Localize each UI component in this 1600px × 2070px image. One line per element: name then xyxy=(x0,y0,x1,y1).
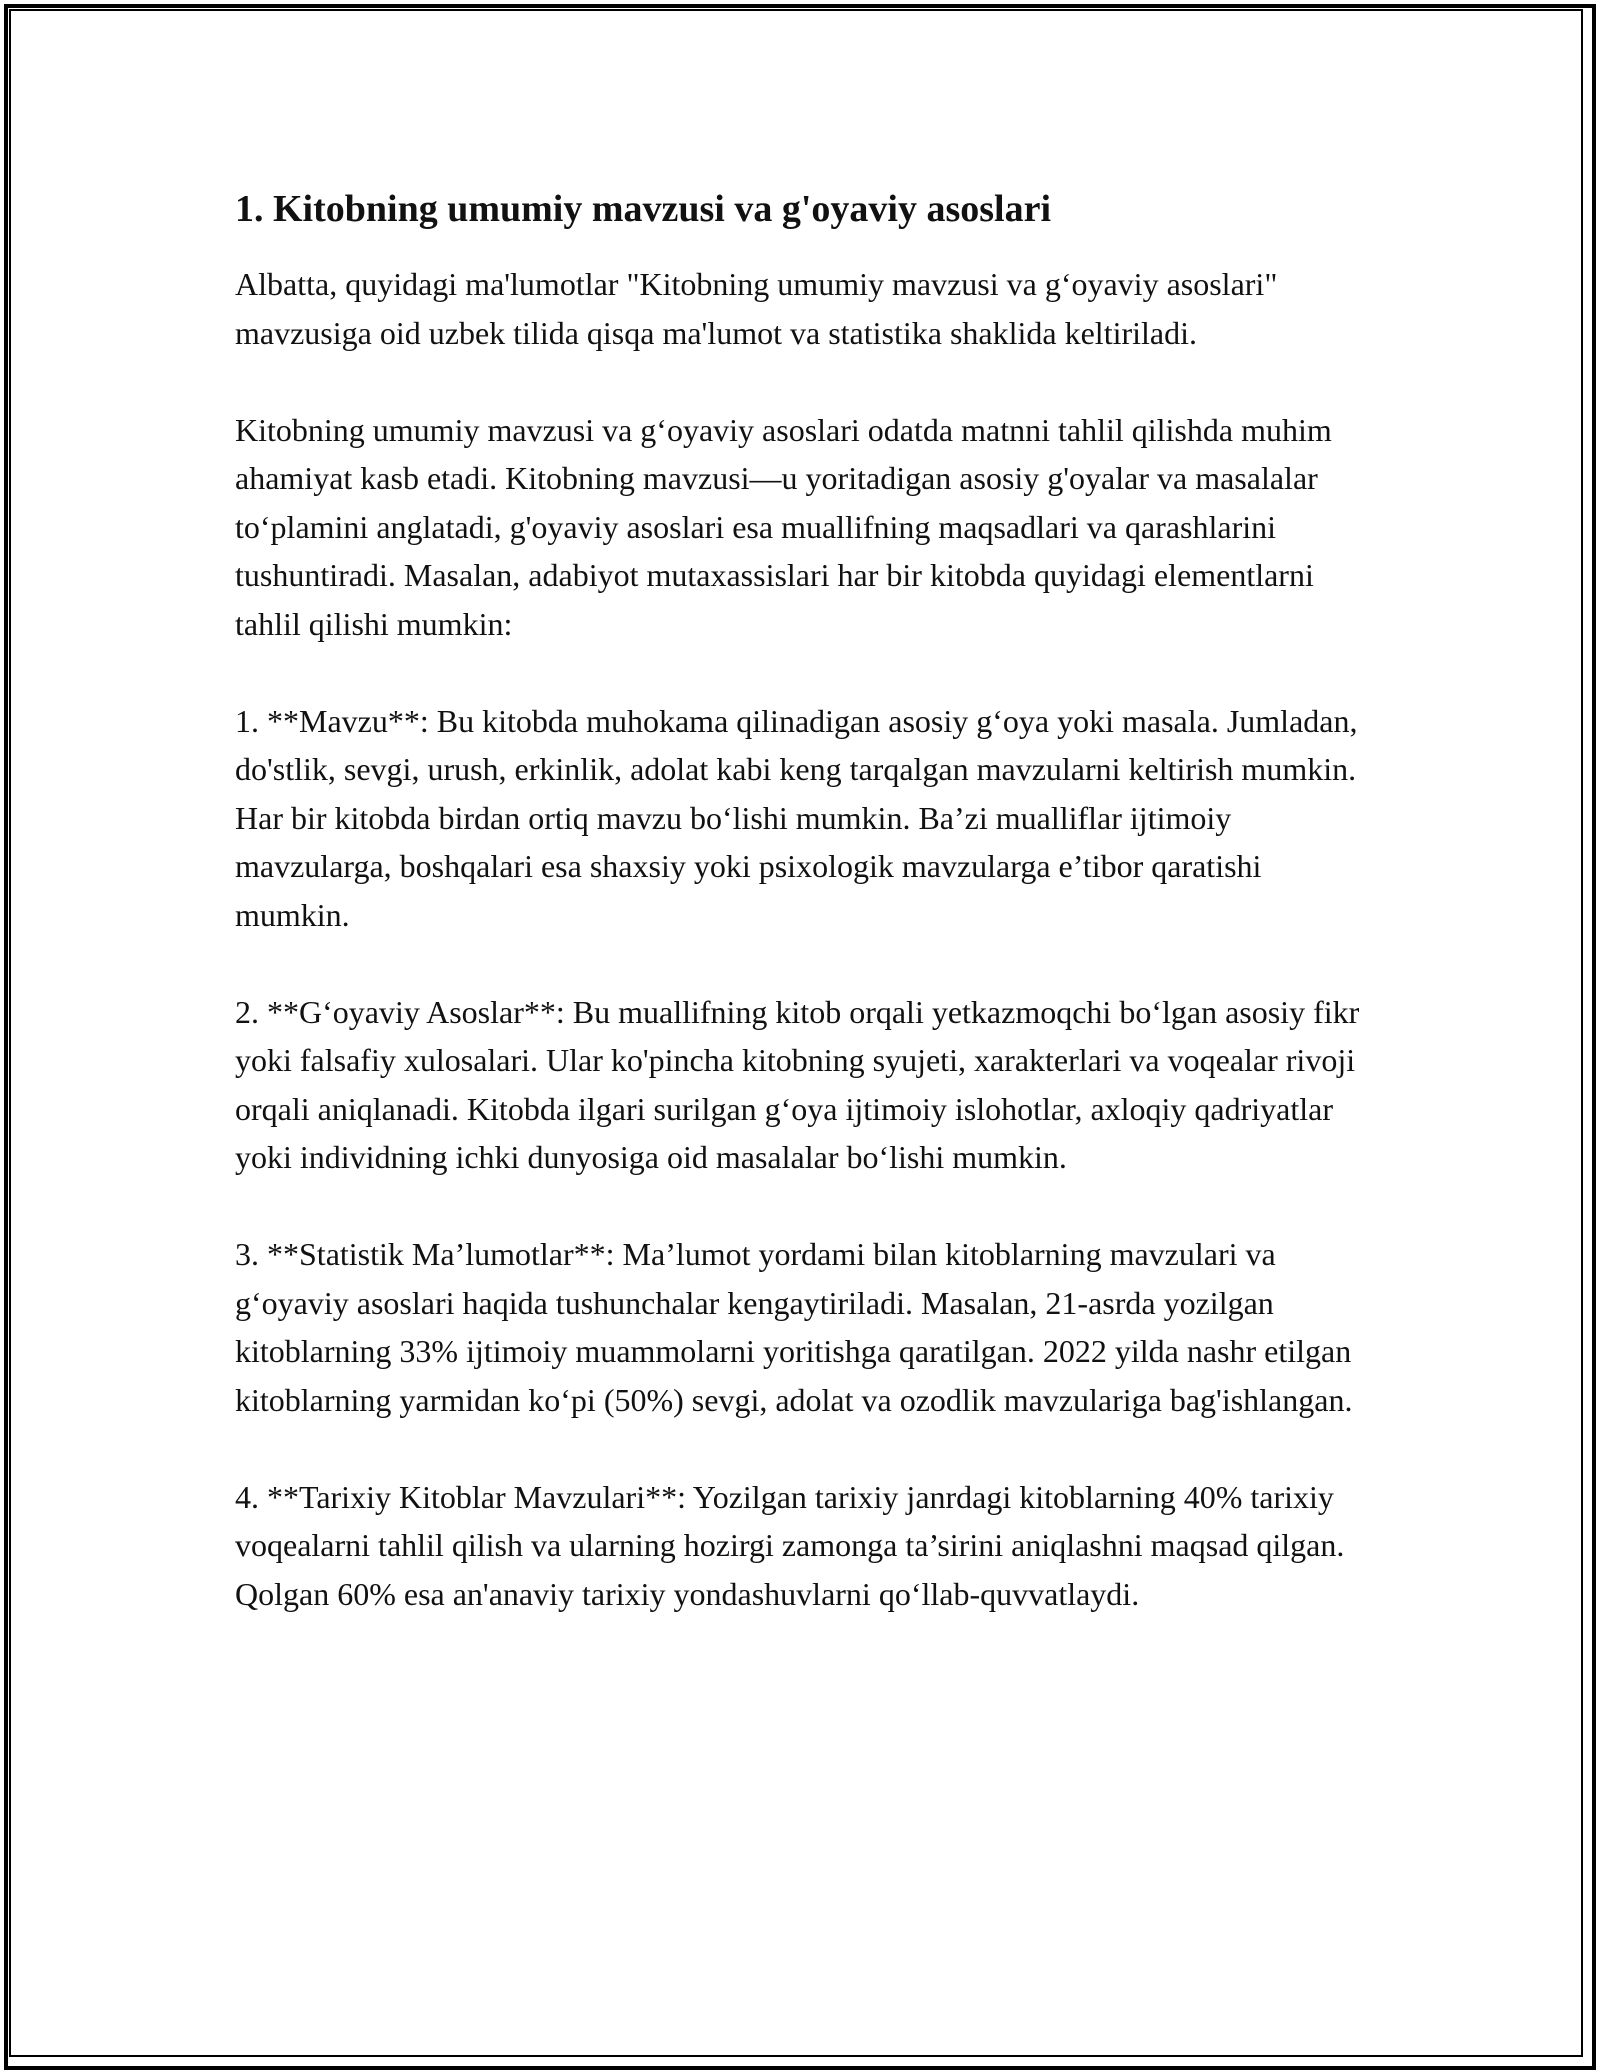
paragraph-item-mavzu: 1. **Mavzu**: Bu kitobda muhokama qilinadigan asosiy g‘oya yoki masala. Jumladan, do'stlik, sevgi, urush, erkinlik, adolat kabi keng tarqalgan mavzularni keltirish mumkin. Har bir kitobda birdan ortiq mavzu bo‘lishi mumkin. Ba’zi mualliflar ijtimoiy mavzularga, boshqalari esa shaxsiy yoki psixologik mavzularga e’tibor qaratishi mumkin. xyxy=(235,702,1358,933)
paragraph-item-statistik-malumotlar: 3. **Statistik Ma’lumotlar**: Ma’lumot yordami bilan kitoblarning mavzulari va g‘oyaviy asoslari haqida tushunchalar kengaytiriladi. Masalan, 21-asrda yozilgan kitoblarning 33% ijtimoiy muammolarni yoritishga qaratilgan. 2022 yilda nashr etilgan kitoblarning yarmidan ko‘pi (50%) sevgi, adolat va ozodlik mavzulariga bag'ishlangan. xyxy=(235,1236,1353,1418)
paragraph-item-tarixiy-kitoblar: 4. **Tarixiy Kitoblar Mavzulari**: Yozilgan tarixiy janrdagi kitoblarning 40% tarixiy voqealarni tahlil qilish va ularning hozirgi zamonga ta’sirini aniqlashni maqsad qilgan. Qolgan 60% esa an'anaviy tarixiy yondashuvlarni qo‘llab-quvvatlaydi. xyxy=(235,1478,1345,1612)
document-title: 1. Kitobning umumiy mavzusi va g'oyaviy asoslari xyxy=(235,188,1052,230)
document-body xyxy=(235,185,1375,1667)
paragraph-overview: Kitobning umumiy mavzusi va g‘oyaviy asoslari odatda matnni tahlil qilishda muhim ahamiyat kasb etadi. Kitobning mavzusi—u yoritadigan asosiy g'oyalar va masalalar to‘plamini anglatadi, g'oyaviy asoslari esa muallifning maqsadlari va qarashlarini tushuntiradi. Masalan, adabiyot mutaxassislari har bir kitobda quyidagi elementlarni tahlil qilishi mumkin: xyxy=(235,411,1332,642)
paragraph-item-goyaviy-asoslar: 2. **G‘oyaviy Asoslar**: Bu muallifning kitob orqali yetkazmoqchi bo‘lgan asosiy fikr yoki falsafiy xulosalari. Ular ko'pincha kitobning syujeti, xarakterlari va voqealar rivoji orqali aniqlanadi. Kitobda ilgari surilgan g‘oya ijtimoiy islohotlar, axloqiy qadriyatlar yoki individning ichki dunyosiga oid masalalar bo‘lishi mumkin. xyxy=(235,993,1360,1176)
paragraph-intro: Albatta, quyidagi ma'lumotlar "Kitobning umumiy mavzusi va g‘oyaviy asoslari" mavzusiga oid uzbek tilida qisqa ma'lumot va statistika shaklida keltiriladi. xyxy=(235,266,1278,351)
